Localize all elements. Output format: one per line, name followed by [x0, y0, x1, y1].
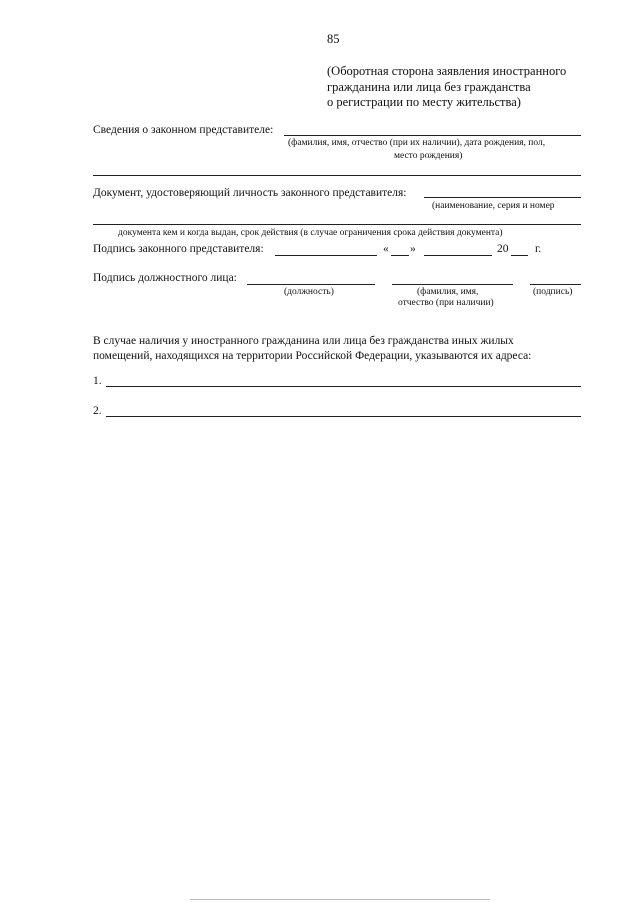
date-open-quote: « [383, 243, 389, 255]
date-year-suffix: г. [535, 243, 542, 255]
date-year-field[interactable] [511, 255, 528, 256]
official-signature-field[interactable] [530, 284, 581, 285]
official-position-hint: (должность) [284, 287, 334, 297]
document-hint-1: (наименование, серия и номер [432, 201, 555, 211]
scan-edge-line [190, 899, 490, 900]
document-hint-2: документа кем и когда выдан, срок действия (в случае ограничения срока действия документа) [118, 228, 503, 238]
representative-field-continued[interactable] [93, 175, 581, 176]
page-number: 85 [327, 32, 340, 46]
official-signature-hint: (подпись) [533, 287, 573, 297]
address-item-1-field[interactable] [106, 386, 581, 387]
address-item-2-field[interactable] [106, 416, 581, 417]
official-name-hint-1: (фамилия, имя, [417, 287, 479, 297]
other-housing-text-2: помещений, находящихся на территории Российской Федерации, указываются их адреса: [93, 350, 532, 362]
rep-signature-label: Подпись законного представителя: [93, 243, 264, 255]
other-housing-text-1: В случае наличия у иностранного гражданина или лица без гражданства иных жилых [93, 335, 514, 347]
date-close-quote: » [410, 243, 416, 255]
header-line-1: (Оборотная сторона заявления иностранного [327, 64, 567, 78]
representative-hint-2: место рождения) [394, 151, 463, 161]
date-month-field[interactable] [424, 255, 492, 256]
address-item-2-number: 2. [93, 405, 102, 417]
representative-hint-1: (фамилия, имя, отчество (при их наличии), дата рождения, пол, [288, 138, 546, 148]
official-name-field[interactable] [392, 284, 513, 285]
official-signature-label: Подпись должностного лица: [93, 272, 237, 284]
document-label: Документ, удостоверяющий личность законного представителя: [93, 187, 407, 199]
rep-signature-field[interactable] [275, 255, 377, 256]
official-position-field[interactable] [247, 284, 375, 285]
date-day-field[interactable] [391, 255, 409, 256]
date-year-prefix: 20 [497, 243, 509, 255]
document-field-continued[interactable] [93, 224, 581, 225]
address-item-1-number: 1. [93, 375, 102, 387]
document-field[interactable] [424, 197, 581, 198]
representative-label: Сведения о законном представителе: [93, 124, 274, 136]
header-line-2: гражданина или лица без гражданства [327, 80, 531, 94]
header-line-3: о регистрации по месту жительства) [327, 95, 521, 109]
representative-field[interactable] [284, 135, 581, 136]
official-name-hint-2: отчество (при наличии) [398, 298, 494, 308]
